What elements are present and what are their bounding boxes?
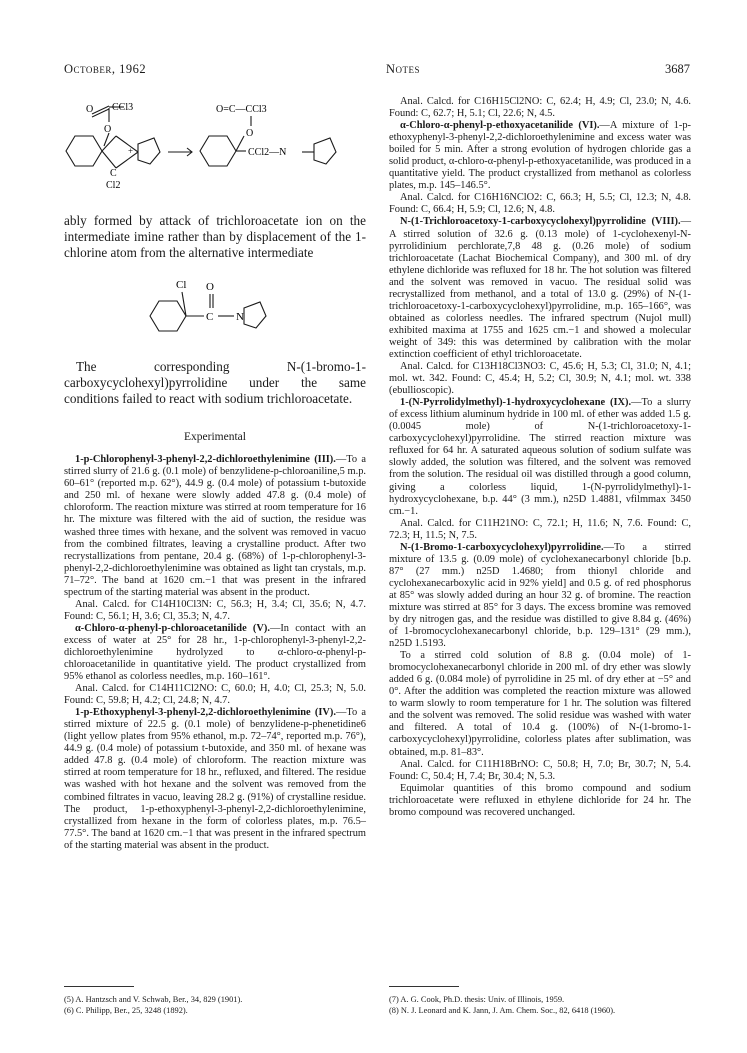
- bromo-note-paragraph: The corresponding N-(1-bromo-1-carboxycyclohexyl)pyrrolidine under the same conditions failed to react with sodium trichloroacetate.: [64, 358, 366, 407]
- paragraph-compound-vi: [389, 120, 691, 192]
- running-header: [64, 62, 690, 80]
- header-date: October, 1962: [64, 62, 147, 76]
- scheme-ccl2-n: CCl2—N: [248, 147, 287, 158]
- scheme-o-c-ccl3: O=C—CCl3: [216, 104, 267, 115]
- paragraph-bromo-prep: To a stirred cold solution of 8.8 g. (0.04 mole) of 1-bromocyclohexanecarbonyl chloride in 200 ml. of dry ether was slowly added 6 g. (0.084 mole) of pyrrolidine in 25 ml. of dry ether at −5° and 0°. After the addition was completed the reaction mixture was allowed to warm slowly to room temperature for 1 hr. The solution was filtered and the solvent was removed. The solid residue was washed with water and filtered. A total of 10.4 g. (100%) of N-(1-bromo-1-carboxycyclohexyl)pyrrolidine, colorless plates after sublimation, was obtained, m.p. 81–83°.: [389, 650, 691, 758]
- compound-ix-title: 1-(N-Pyrrolidylmethyl)-1-hydroxycyclohexane (IX).: [400, 397, 632, 409]
- footnotes-right: [389, 994, 691, 1016]
- scheme-minus-o: O: [104, 124, 112, 135]
- scheme-c-mid: C: [110, 168, 117, 179]
- intro-paragraph: ably formed by attack of trichloroacetate ion on the intermediate imine rather than by displacement of the 1-chlorine atom from the alternative intermediate: [64, 213, 366, 261]
- footnote-8: (8) N. J. Leonard and K. Jann, J. Am. Chem. Soc., 82, 6418 (1960).: [389, 1006, 616, 1015]
- paragraph-bromo-compound: [389, 542, 691, 650]
- paragraph-equimolar: Equimolar quantities of this bromo compound and sodium trichloroacetate were refluxed in ethylene dichloride for 24 hr. The bromo compound was recovered unchanged.: [389, 782, 691, 818]
- compound-iv-title: 1-p-Ethoxyphenyl-3-phenyl-2,2-dichloroethylenimine (IV).: [75, 707, 336, 719]
- compound-v-title: α-Chloro-α-phenyl-p-chloroacetanilide (V).: [75, 622, 270, 634]
- bromo-compound-body: —To a stirred mixture of 13.5 g. (0.09 mole) of cyclohexanecarbonyl chloride [b.p. 87° (27 mm.) n25D 1.4680; from thionyl chloride and cyclohexanecarboxylic acid in 92% yield] and 0.5 g. of red phosphorus at 85° was slowly added during an hour 32 g. of bromine. The reaction mixture was stirred at 85° for 3 days. The excess bromine was removed by dry nitrogen gas, and the residue was distilled to give 8.84 g. (46%) of 1-bromocyclohexanecarbonyl chloride, b.p. 129–131° (29 mm.), n25D 1.5193.: [389, 541, 691, 650]
- paragraph-compound-iii: [64, 454, 366, 599]
- analysis-compound-vi: Anal. Calcd. for C16H16NClO2: C, 66.3; H, 5.5; Cl, 12.3; N, 4.8. Found: C, 66.4; H, 5.9; Cl, 12.6; N, 4.8.: [389, 192, 691, 216]
- footnotes-left: [64, 994, 366, 1016]
- footnote-rule-left: [64, 986, 134, 987]
- paragraph-compound-v: [64, 623, 366, 683]
- right-column: [389, 96, 691, 819]
- scheme-o-left: O: [86, 104, 94, 115]
- scheme-cl2: Cl2: [106, 180, 121, 191]
- footnote-6: (6) C. Philipp, Ber., 25, 3248 (1892).: [64, 1006, 188, 1015]
- scheme-ccl3-left: CCl3: [112, 102, 134, 113]
- paragraph-compound-viii: [389, 216, 691, 361]
- paragraph-compound-iv: [64, 707, 366, 852]
- header-section: Notes: [386, 62, 421, 76]
- compound-iii-body: —To a stirred slurry of 21.6 g. (0.1 mole) of benzylidene-p-chloroaniline,5 m.p. 60–61° (reported m.p. 62°), 44.9 g. (0.4 mole) of potassium t-butoxide and 250 ml. of hexane were slowly added 47.8 g. (0.4 mole) of chloroform. The reaction mixture was stirred at room temperature for 16 hr. The mixture was filtered with the aid of suction, the residue was washed three times with hexane, and the solvent was removed in vacuo from the combined filtrates, leaving a crystalline product. After two recrystallizations from pentane, 20.4 g. (68%) of 1-p-chlorophenyl-3-phenyl-2,2-dichloroethylenimine was obtained as light tan crystals, m.p. 71–72°. The band at 1620 cm.−1 that was present in the infrared spectrum of the starting material was absent in the product.: [64, 454, 366, 598]
- analysis-compound-v: Anal. Calcd. for C14H11Cl2NO: C, 60.0; H, 4.0; Cl, 25.3; N, 5.0. Found: C, 59.8; H, 4.2; Cl, 24.8; N, 4.7.: [64, 683, 366, 707]
- analysis-bromo-compound: Anal. Calcd. for C11H18BrNO: C, 50.8; H, 7.0; Br, 30.7; N, 5.4. Found: C, 50.4; H, 7.4; Br, 30.4; N, 5.3.: [389, 758, 691, 782]
- compound-viii-body: —A stirred solution of 32.6 g. (0.13 mole) of 1-cyclohexenyl-N-pyrrolidinium perchlorate,7,8 48 g. (0.26 mole) of sodium trichloroacetate (Lachat Biochemical Company), and 300 ml. of dry ethylene dichloride was refluxed for 18 hr. The hot solution was filtered and the solvent was removed in vacuo. The residual solid was recrystallized from methanol, and a total of 13.0 g. (29%) of N-(1-trichloroacetoxy-1-carboxycyclohexyl)pyrrolidine, m.p. 165–166°, was obtained as colorless needles. The infrared spectrum (Nujol mull) exhibited maxima at 1755 and 1625 cm.−1 and showed a molecular weight of 349: this was determined by calibration with the molar extinction coefficient of ethyl trichloroacetate.: [389, 216, 691, 360]
- left-column: [64, 96, 366, 852]
- compound-iv-body: —To a stirred mixture of 22.5 g. (0.1 mole) of benzylidene-p-phenetidine6 (light yellow plates from 95% ethanol, m.p. 72–74°, reported m.p. 76°), 44.9 g. (0.4 mole) of potassium t-butoxide, and 350 ml. of hexane was added 47.8 g. (0.4 mole) of chloroform. The reaction mixture was stirred at room temperature for 18 hr., refluxed, and filtered. The residue was washed with hot hexane and the solvent was removed from the combined filtrates in vacuo, leaving 28.2 g. (91%) of crystalline residue. The product, 1-p-ethoxyphenyl-3-phenyl-2,2-dichloroethylenimine, crystallized from hexane in the form of colorless plates, m.p. 76.5–77.5°. The band at 1620 cm.−1 that was present in the infrared spectrum of the starting material was absent in the product.: [64, 707, 366, 851]
- analysis-compound-viii: Anal. Calcd. for C13H18Cl3NO3: C, 45.6; H, 5.3; Cl, 31.0; N, 4.1; mol. wt. 342. Found: C, 45.4; H, 5.2; Cl, 30.9; N, 4.1; mol. wt. 338 (ebullioscopic).: [389, 361, 691, 397]
- page-number: 3687: [665, 62, 690, 76]
- footnote-7: (7) A. G. Cook, Ph.D. thesis: Univ. of Illinois, 1959.: [389, 995, 565, 1004]
- compound-iii-title: 1-p-Chlorophenyl-3-phenyl-2,2-dichloroethylenimine (III).: [75, 454, 336, 466]
- footnote-5: (5) A. Hantzsch and V. Schwab, Ber., 34, 829 (1901).: [64, 995, 243, 1004]
- bromo-compound-title: N-(1-Bromo-1-carboxycyclohexyl)pyrrolidine.: [400, 541, 604, 553]
- intermediate-c: C: [206, 310, 214, 323]
- analysis-compound-iv: Anal. Calcd. for C16H15Cl2NO: C, 62.4; H, 4.9; Cl, 23.0; N, 4.6. Found: C, 62.7; H, 5.1; Cl, 22.6; N, 4.5.: [389, 96, 691, 120]
- intermediate-o: O: [206, 280, 214, 293]
- compound-ix-body: —To a slurry of excess lithium aluminum hydride in 100 ml. of ether was added 1.5 g. (0.0045 mole) of N-(1-trichloroacetoxy-1-carboxycyclohexyl)pyrrolidine. The stirred reaction mixture was refluxed for 64 hr. A saturated aqueous solution of sodium sulfate was slowly added, the solution was filtered, and the solvent was removed from the solution. The residual oil was distilled through a good column, giving a colorless liquid, 1-(N-pyrrolidylmethyl)-1-hydroxycyclohexane, b.p. 44° (3 mm.), n25D 1.4881, νfilmmax 3450 cm.−1.: [389, 397, 691, 517]
- footnote-rule-right: [389, 986, 459, 987]
- analysis-compound-ix: Anal. Calcd. for C11H21NO: C, 72.1; H, 11.6; N, 7.6. Found: C, 72.3; H, 11.5; N, 7.5.: [389, 517, 691, 541]
- scheme-plus: +: [128, 146, 134, 156]
- intermediate-cl: Cl: [176, 278, 187, 291]
- compound-v-body: —In contact with an excess of water at 25° for 28 hr., 1-p-chlorophenyl-3-phenyl-2,2-dichloroethylenimine hydrolyzed to α-chloro-α-phenyl-p-chloroacetanilide in quantitative yield. The product crystallized from 95% ethanol as colorless needles, m.p. 160–161°.: [64, 622, 366, 683]
- analysis-compound-iii: Anal. Calcd. for C14H10Cl3N: C, 56.3; H, 3.4; Cl, 35.6; N, 4.7. Found: C, 56.1; H, 3.6; Cl, 35.3; N, 4.7.: [64, 598, 366, 622]
- scheme-o-right: O: [246, 128, 254, 139]
- intermediate-n: N: [236, 310, 244, 323]
- compound-viii-title: N-(1-Trichloroacetoxy-1-carboxycyclohexyl)pyrrolidine (VIII).: [400, 216, 681, 228]
- paragraph-compound-ix: [389, 397, 691, 517]
- compound-vi-body: —A mixture of 1-p-ethoxyphenyl-3-phenyl-2,2-dichloroethylenimine and excess water was boiled for 5 min. After a strong evolution of hydrogen chloride gas a solid product, α-chloro-α-phenyl-p-ethoxyacetanilide, was produced in a quantitative yield. The product crystallized from methanol as colorless plates, m.p. 145–146.5°.: [389, 120, 691, 192]
- reaction-scheme: [64, 96, 366, 208]
- compound-vi-title: α-Chloro-α-phenyl-p-ethoxyacetanilide (VI).: [400, 120, 600, 132]
- alternative-intermediate-structure: [64, 268, 366, 350]
- section-title-experimental: Experimental: [184, 431, 246, 444]
